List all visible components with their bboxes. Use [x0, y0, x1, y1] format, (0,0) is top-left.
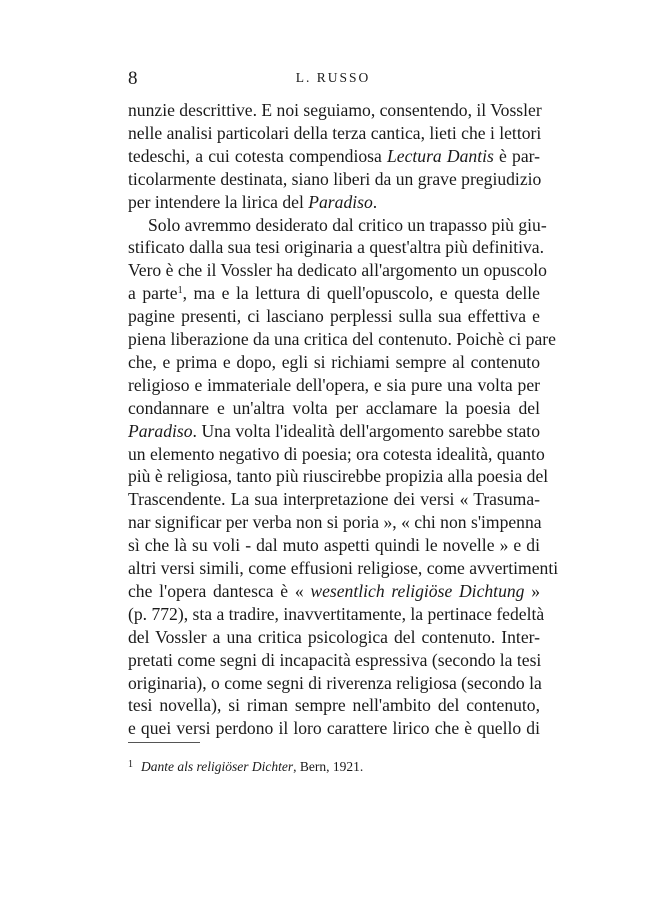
text-span: Trascendente. La sua interpretazione dei versi « Trasuma- [128, 489, 540, 510]
footnote-citation: , Bern, 1921. [293, 759, 364, 774]
text-line [128, 487, 540, 511]
text-line [128, 510, 540, 534]
text-span: Solo avremmo desiderato dal critico un trapasso più giu- [148, 214, 547, 235]
text-line [128, 625, 540, 649]
text-span: stificato dalla sua tesi originaria a quest'altra più definitiva. [128, 237, 544, 258]
text-span: pagine presenti, ci lasciano perplessi sulla sua effettiva e [128, 306, 540, 327]
footnote-mark: 1 [128, 759, 133, 770]
text-line [128, 304, 540, 328]
text-span: è par- [493, 145, 541, 166]
text-line [128, 671, 540, 695]
italic-text: Paradiso [128, 420, 193, 441]
text-line [128, 579, 540, 603]
italic-text: Lectura Dantis [386, 145, 494, 166]
text-span: (p. 772), sta a tradire, inavvertitamente, la pertinace fedeltà [128, 603, 545, 624]
text-line [128, 235, 544, 259]
text-line [128, 716, 540, 740]
text-line [148, 213, 547, 237]
text-span: piena liberazione da una critica del contenuto. Poichè ci pare [128, 329, 556, 349]
text-span: che l'opera dantesca è « [128, 580, 311, 601]
text-span: nelle analisi particolari della terza cantica, lieti che i lettori [128, 122, 542, 143]
text-span: condannare e un'altra volta per acclamare la poesia del [128, 397, 540, 418]
text-line [128, 602, 545, 626]
text-line [128, 258, 547, 282]
text-line [128, 648, 540, 672]
text-span: sì che là su voli - dal muto aspetti quindi le novelle » e di [128, 535, 540, 556]
text-line [128, 144, 540, 168]
text-span: , ma e la lettura di quell'opuscolo, e questa delle [182, 283, 540, 304]
text-span: che, e prima e dopo, egli si richiami sempre al contenuto [128, 351, 540, 372]
text-span: del Vossler a una critica psicologica del contenuto. Inter- [128, 626, 540, 647]
text-span: altri versi simili, come effusioni religiose, come avvertimenti [128, 558, 559, 578]
text-line [128, 419, 540, 443]
italic-text: wesentlich religiöse Dichtung [310, 580, 525, 601]
text-span: ticolarmente destinata, siano liberi da un grave pregiudizio [128, 168, 542, 189]
text-span: Vero è che il Vossler ha dedicato all'argomento un opuscolo [128, 260, 547, 281]
text-span: . Una volta l'idealità dell'argomento sarebbe stato [192, 420, 540, 441]
footnote-reference: 1 [177, 285, 183, 297]
footnote-divider [128, 742, 200, 743]
text-span: originaria), o come segni di riverenza religiosa (secondo la [128, 672, 542, 693]
text-line [128, 190, 540, 214]
footnote-title: Dante als religiöser Dichter [141, 759, 294, 774]
text-line [128, 442, 545, 466]
text-line [128, 396, 540, 420]
text-span: più è religiosa, tanto più riuscirebbe propizia alla poesia del [128, 466, 549, 487]
text-span: » [524, 580, 540, 601]
text-span: pretati come segni di incapacità espressiva (secondo la tesi [128, 649, 542, 670]
text-span: tesi novella), si riman sempre nell'ambito del contenuto, [128, 695, 540, 716]
text-line [128, 98, 540, 122]
text-span: religioso e immateriale dell'opera, e sia pure una volta per [128, 374, 540, 395]
text-span: a parte [128, 283, 178, 304]
page-header [128, 68, 538, 94]
text-line [128, 281, 540, 305]
text-line [128, 167, 540, 191]
text-line [128, 533, 540, 557]
text-line [128, 350, 540, 374]
footnote [128, 756, 548, 776]
text-span: nar significar per verba non si poria », « chi non s'impenna [128, 512, 542, 533]
text-line [128, 693, 540, 717]
text-line [128, 121, 540, 145]
italic-text: Paradiso [308, 191, 373, 212]
text-line [128, 556, 559, 580]
text-span: e quei versi perdono il loro carattere lirico che è quello di [128, 718, 540, 739]
text-line [128, 327, 556, 351]
running-head: L. RUSSO [295, 70, 371, 85]
text-span: per intendere la lirica del [128, 191, 309, 212]
text-line [128, 464, 549, 488]
text-span: nunzie descrittive. E noi seguiamo, consentendo, il Vossler [128, 100, 542, 120]
text-span: un elemento negativo di poesia; ora cotesta idealità, quanto [128, 443, 545, 464]
text-line [128, 373, 540, 397]
text-span: . [372, 191, 378, 212]
text-span: tedeschi, a cui cotesta compendiosa [128, 145, 387, 166]
page-number: 8 [128, 68, 138, 89]
